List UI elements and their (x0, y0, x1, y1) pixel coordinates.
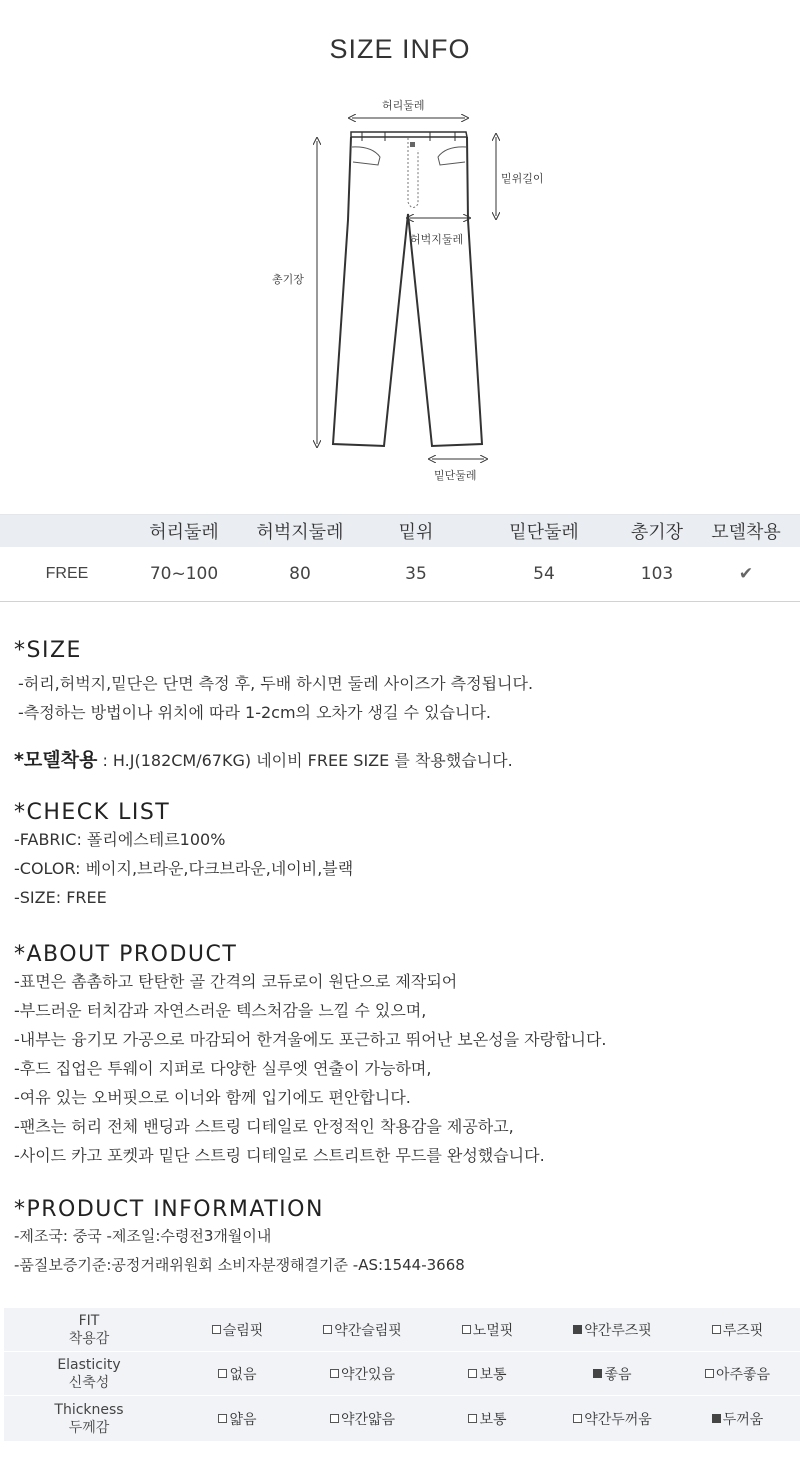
table-cell: 35 (405, 564, 427, 584)
header-cell: 허리둘레 (149, 522, 219, 543)
table-cell: 80 (289, 564, 311, 584)
fit-option (175, 1308, 300, 1351)
unchecked-box-icon (218, 1369, 227, 1378)
model-text: : H.J(182CM/67KG) 네이비 FREE SIZE 를 착용했습니다. (97, 751, 513, 770)
header-cell: 밑단둘레 (509, 522, 579, 543)
about-line: -부드러운 터치감과 자연스러운 텍스처감을 느낄 수 있으며, (14, 1001, 427, 1020)
unchecked-box-icon (573, 1414, 582, 1423)
fit-option (175, 1396, 300, 1441)
size-table (0, 514, 800, 602)
fit-row (4, 1396, 800, 1441)
fit-option-label: 보통 (479, 1411, 507, 1428)
section-title: *CHECK LIST (14, 800, 171, 825)
fit-option-label: 노멀핏 (472, 1322, 514, 1339)
fit-label-ko: 두께감 (68, 1419, 110, 1436)
fit-table (4, 1308, 800, 1441)
fit-option-label: 보통 (479, 1366, 507, 1383)
thigh-label: 허벅지둘레 (410, 233, 464, 246)
model-label: *모델착용 (14, 749, 98, 771)
unchecked-box-icon (212, 1325, 221, 1334)
table-cell: FREE (45, 565, 89, 582)
fit-label-en: Thickness (54, 1401, 124, 1418)
about-line: -후드 집업은 투웨이 지퍼로 다양한 실루엣 연출이 가능하며, (14, 1059, 432, 1078)
table-cell: 103 (640, 564, 674, 584)
fit-row (4, 1352, 800, 1396)
product-info-line: -제조국: 중국 -제조일:수령전3개월이내 (14, 1227, 272, 1245)
about-section (14, 942, 794, 1170)
about-line: -여유 있는 오버핏으로 이너와 함께 입기에도 편안합니다. (14, 1088, 411, 1107)
fit-label-ko: 신축성 (68, 1374, 110, 1391)
table-cell: 54 (533, 564, 555, 584)
fit-option (675, 1352, 800, 1395)
fit-option-label: 없음 (229, 1366, 257, 1383)
fit-label-ko: 착용감 (68, 1330, 110, 1347)
unchecked-box-icon (330, 1414, 339, 1423)
check-mark-icon: ✔ (738, 564, 754, 584)
fit-option-label: 아주좋음 (715, 1366, 771, 1383)
waist-label: 허리둘레 (382, 99, 425, 112)
fit-option-label: 약간두꺼움 (584, 1411, 652, 1428)
section-title: *PRODUCT INFORMATION (14, 1197, 324, 1222)
fit-option (300, 1352, 425, 1395)
about-line: -팬츠는 허리 전체 밴딩과 스트링 디테일로 안정적인 착용감을 제공하고, (14, 1117, 514, 1136)
fit-row-label (4, 1396, 174, 1441)
fit-option (300, 1308, 425, 1351)
fit-option-label: 두꺼움 (722, 1411, 764, 1428)
fit-option-label: 약간얇음 (340, 1411, 396, 1428)
page-title: SIZE INFO (329, 34, 471, 64)
check-list-section (14, 800, 794, 912)
header-cell: 밑위 (398, 522, 434, 543)
check-list-item: -SIZE: FREE (14, 888, 107, 907)
fit-option (550, 1352, 675, 1395)
length-label: 총기장 (272, 273, 304, 286)
table-cell: 70~100 (149, 564, 219, 584)
fit-option (550, 1308, 675, 1351)
fit-option-label: 약간있음 (340, 1366, 396, 1383)
header-cell: 총기장 (630, 522, 684, 543)
fit-row (4, 1308, 800, 1352)
about-line: -내부는 융기모 가공으로 마감되어 한겨울에도 포근하고 뛰어난 보온성을 자랑합니다. (14, 1030, 607, 1049)
fit-option-label: 슬림핏 (222, 1322, 264, 1339)
unchecked-box-icon (330, 1369, 339, 1378)
fit-option (675, 1396, 800, 1441)
fit-option (175, 1352, 300, 1395)
about-line: -표면은 촘촘하고 탄탄한 골 간격의 코듀로이 원단으로 제작되어 (14, 972, 458, 991)
pants-illustration (0, 90, 800, 490)
fit-option-label: 약간슬림핏 (334, 1322, 402, 1339)
fit-row-label (4, 1308, 174, 1351)
fit-option-label: 루즈핏 (722, 1322, 764, 1339)
fit-option-label: 좋음 (604, 1366, 632, 1383)
fit-option (425, 1352, 550, 1395)
check-list-item: -FABRIC: 폴리에스테르100% (14, 830, 226, 849)
fit-option-label: 약간루즈핏 (584, 1322, 652, 1339)
rise-label: 밑위길이 (501, 172, 544, 185)
unchecked-box-icon (462, 1325, 471, 1334)
fit-option (425, 1308, 550, 1351)
fit-option (425, 1396, 550, 1441)
size-note: -측정하는 방법이나 위치에 따라 1-2cm의 오차가 생길 수 있습니다. (18, 703, 492, 722)
about-line: -사이드 카고 포켓과 밑단 스트링 디테일로 스트리트한 무드를 완성했습니다. (14, 1146, 545, 1165)
table-row (0, 547, 800, 602)
size-section (14, 638, 794, 727)
fit-option-label: 얇음 (229, 1411, 257, 1428)
checked-box-icon (593, 1369, 602, 1378)
size-note: -허리,허벅지,밑단은 단면 측정 후, 두배 하시면 둘레 사이즈가 측정됩니다. (18, 674, 534, 693)
hem-label: 밑단둘레 (434, 469, 477, 482)
fit-label-en: FIT (78, 1312, 100, 1329)
product-info-line: -품질보증기준:공정거래위원회 소비자분쟁해결기준 -AS:1544-3668 (14, 1256, 465, 1274)
model-section (14, 745, 794, 775)
product-info-section (14, 1197, 794, 1280)
section-title: *SIZE (14, 638, 82, 663)
unchecked-box-icon (712, 1325, 721, 1334)
unchecked-box-icon (468, 1369, 477, 1378)
header-cell: 모델착용 (711, 522, 781, 543)
header-cell: 허벅지둘레 (256, 522, 344, 543)
unchecked-box-icon (468, 1414, 477, 1423)
fit-option (300, 1396, 425, 1441)
section-title: *ABOUT PRODUCT (14, 942, 238, 967)
check-list-item: -COLOR: 베이지,브라운,다크브라운,네이비,블랙 (14, 859, 354, 878)
pants-size-diagram (0, 90, 800, 490)
checked-box-icon (712, 1414, 721, 1423)
unchecked-box-icon (323, 1325, 332, 1334)
fit-option (550, 1396, 675, 1441)
fit-label-en: Elasticity (57, 1356, 121, 1373)
unchecked-box-icon (218, 1414, 227, 1423)
unchecked-box-icon (705, 1369, 714, 1378)
fit-option (675, 1308, 800, 1351)
size-table-header (0, 514, 800, 547)
checked-box-icon (573, 1325, 582, 1334)
fit-row-label (4, 1352, 174, 1395)
